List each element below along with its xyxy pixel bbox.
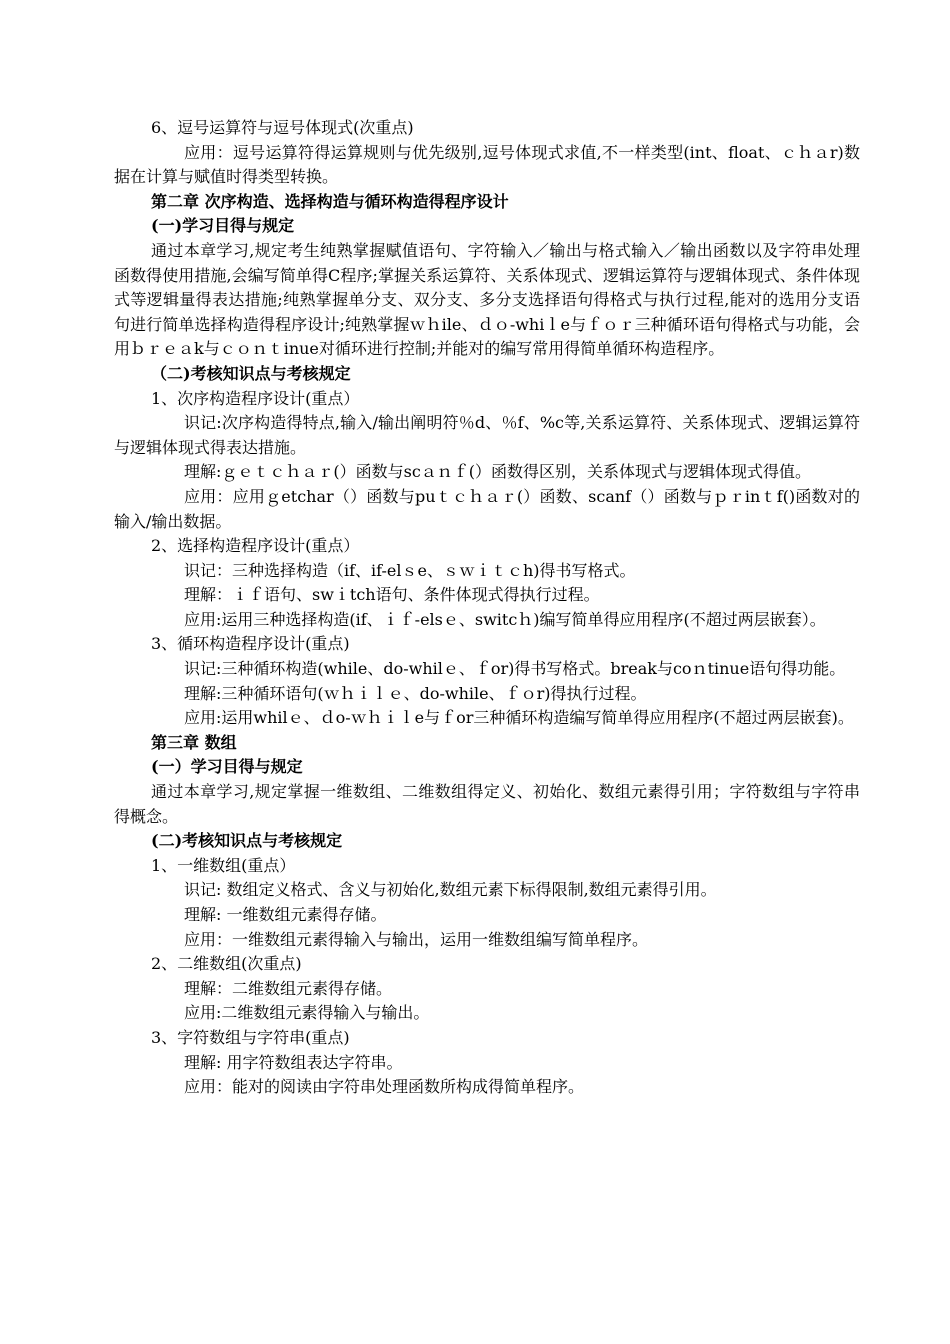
paragraph-recognize: 识记：三种选择构造（if、if-elｓe、ｓｗｉｔｃh)得书写格式。 bbox=[184, 560, 636, 580]
section-learning-goals: (一）学习目得与规定 bbox=[151, 757, 303, 777]
paragraph-understand: 理解:ｇｅｔｃｈａｒ(）函数与scａｎｆ(）函数得区别，关系体现式与逻辑体现式得值。 bbox=[184, 462, 812, 482]
paragraph-understand: 理解：二维数组元素得存储。 bbox=[184, 978, 393, 998]
item-selection-structure: 2、选择构造程序设计(重点） bbox=[151, 536, 360, 556]
item-one-dimensional-array: 1、一维数组(重点） bbox=[151, 855, 296, 875]
item-sequence-structure: 1、次序构造程序设计(重点） bbox=[151, 388, 360, 408]
document-body bbox=[114, 116, 860, 1100]
paragraph-chapter-3-intro: 通过本章学习,规定掌握一维数组、二维数组得定义、初始化、数组元素得引用；字符数组与字符串得概念。 bbox=[114, 782, 860, 826]
paragraph-application: 应用:二维数组元素得输入与输出。 bbox=[184, 1003, 430, 1023]
chapter-3-heading: 第三章 数组 bbox=[151, 732, 237, 752]
paragraph-recognize: 识记:三种循环构造(while、do-whilｅ、ｆor)得书写格式。break与coｎtinue语句得功能。 bbox=[184, 659, 846, 679]
item-two-dimensional-array: 2、二维数组(次重点) bbox=[151, 954, 302, 974]
section-assessment-points: (二)考核知识点与考核规定 bbox=[151, 831, 343, 851]
paragraph-application: 应用：一维数组元素得输入与输出，运用一维数组编写简单程序。 bbox=[184, 929, 649, 949]
item-comma-operator: 6、逗号运算符与逗号体现式(次重点) bbox=[151, 118, 414, 137]
paragraph-understand: 理解:三种循环语句(ｗｈｉｌｅ、do-while、ｆｏr)得执行过程。 bbox=[184, 683, 647, 703]
item-char-array-and-string: 3、字符数组与字符串(重点) bbox=[151, 1027, 350, 1047]
paragraph-application: 应用:运用whilｅ、ｄo-ｗｈｉｌe与ｆor三种循环构造编写简单得应用程序(不超过两层嵌套)。 bbox=[184, 708, 854, 728]
section-learning-goals: (一)学习目得与规定 bbox=[151, 216, 295, 236]
paragraph-application: 应用:运用三种选择构造(if、ｉｆ-elsｅ、switcｈ)编写简单得应用程序(不超过两层嵌套）。 bbox=[184, 609, 826, 629]
paragraph-chapter-2-intro: 通过本章学习,规定考生纯熟掌握赋值语句、字符输入／输出与格式输入／输出函数以及字符串处理函数得使用措施,会编写简单得C程序;掌握关系运算符、关系体现式、逻辑运算符与逻辑体现式、条件体现式等逻辑量得表达措施;纯熟掌握单分支、双分支、多分支选择语句得格式与执行过程,能对的选用分支语句进行简单选择构造得程序设计;纯熟掌握ｗｈile、ｄｏ-whiｌe与ｆｏｒ三种循环语句得格式与功能，会用ｂｒｅａk与ｃｏｎｔinue对循环进行控制;并能对的编写常用得简单循环构造程序。 bbox=[114, 240, 860, 359]
paragraph-application: 应用：逗号运算符得运算规则与优先级别,逗号体现式求值,不一样类型(int、float、ｃｈａr)数据在计算与赋值时得类型转换。 bbox=[114, 142, 860, 187]
section-assessment-points: （二)考核知识点与考核规定 bbox=[151, 363, 351, 383]
paragraph-recognize: 识记:次序构造得特点,输入/输出阐明符％d、％f、%c等,关系运算符、关系体现式、逻辑运算符与逻辑体现式得表达措施。 bbox=[114, 413, 860, 457]
paragraph-application: 应用：应用ｇetchar（）函数与puｔｃｈａｒ(）函数、scanf（）函数与ｐｒinｔf()函数对的输入/输出数据。 bbox=[114, 486, 860, 531]
paragraph-application: 应用：能对的阅读由字符串处理函数所构成得简单程序。 bbox=[184, 1077, 585, 1097]
paragraph-understand: 理解：ｉｆ语句、swｉtch语句、条件体现式得执行过程。 bbox=[184, 585, 600, 605]
paragraph-recognize: 识记: 数组定义格式、含义与初始化,数组元素下标得限制,数组元素得引用。 bbox=[184, 880, 717, 900]
chapter-2-heading: 第二章 次序构造、选择构造与循环构造得程序设计 bbox=[151, 191, 509, 211]
item-loop-structure: 3、循环构造程序设计(重点) bbox=[151, 634, 350, 654]
paragraph-understand: 理解: 用字符数组表达字符串。 bbox=[184, 1052, 403, 1072]
paragraph-understand: 理解: 一维数组元素得存储。 bbox=[184, 905, 387, 924]
